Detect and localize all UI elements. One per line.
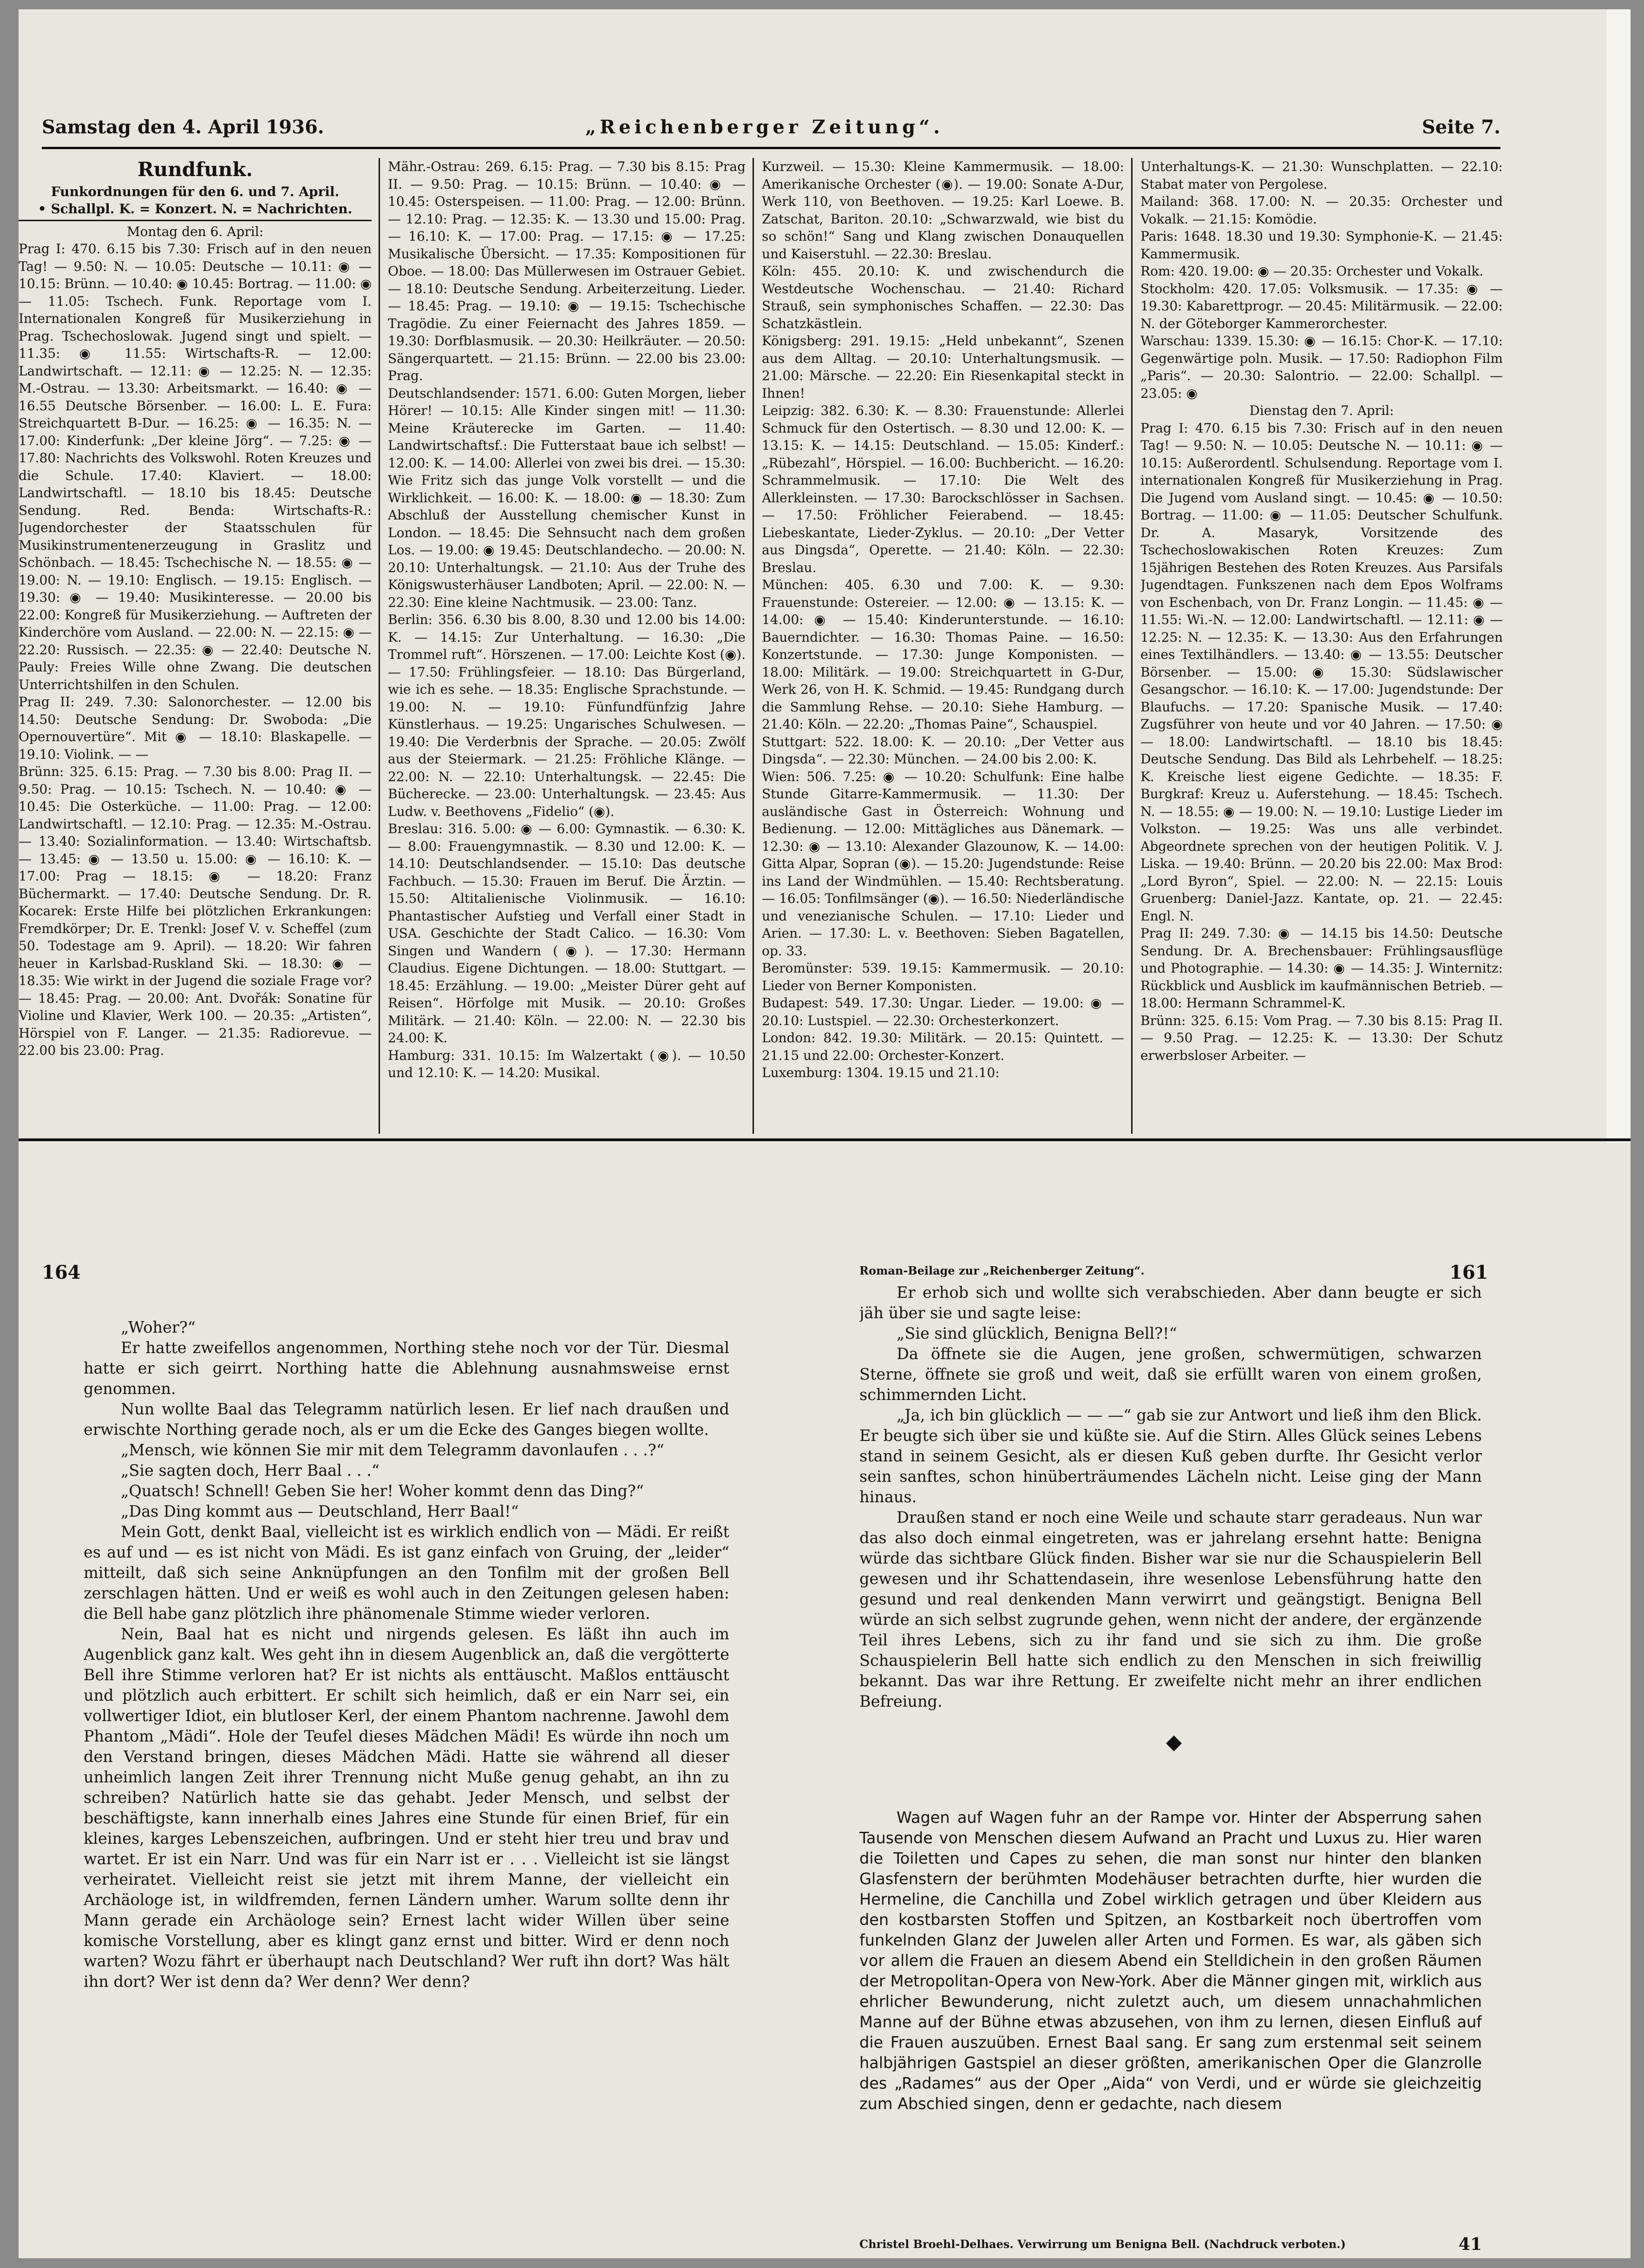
radio-para: Budapest: 549. 17.30: Ungar. Lieder. — 19.00: ◉ — 20.10: Lustspiel. — 22.30: Orchesterkonzert. bbox=[762, 995, 1124, 1028]
radio-para: Hamburg: 331. 10.15: Im Walzertakt (◉). — 10.50 und 12.10: K. — 14.20: Musikal. bbox=[388, 1047, 746, 1080]
radio-para: Deutschlandsender: 1571. 6.00: Guten Morgen, lieber Hörer! — 10.15: Alle Kinder singen mit! — 11.30: Meine Kräuterecke im Garten. — 11.40: Landwirtschaftsf.: Die Futterstaat baue ich selbst! — 12.00: K. — 14.00: Allerlei von zwei bis drei. — 15.30: Wie Fritz sich das junge Volk vorstellt — und die Wirklichkeit. — 16.00: K. — 18.00: ◉ — 18.30: Zum Abschluß der Ausstellung chemischer Kunst in London. — 18.45: Die Sehnsucht nach dem großen Los. — 19.00: ◉ 19.45: Deutschlandecho. — 20.00: N. 20.10: Unterhaltungsk. — 21.10: Aus der Truhe des Königswusterhäuser Landboten; April. — 22.00: N. — 22.30: Eine kleine Nachtmusik. — 23.00: Tanz. bbox=[388, 385, 746, 610]
serial-para: Er hatte zweifellos angenommen, Northing stehe noch vor der Tür. Diesmal hatte er sich geirrt. Northing hatte die Ablehnung ausnahmsweise ernst genommen. bbox=[84, 1339, 729, 1398]
section-divider bbox=[19, 1138, 1631, 1141]
footer-credit: Christel Broehl-Delhaes. Verwirrung um Benigna Bell. (Nachdruck verboten.) bbox=[859, 2237, 1346, 2251]
serial-para: „Woher?“ bbox=[121, 1318, 196, 1336]
radio-column-3 bbox=[762, 158, 1124, 1134]
header-title: „Reichenberger Zeitung“. bbox=[585, 116, 944, 138]
column-rule bbox=[1131, 158, 1133, 1134]
radio-para: Leipzig: 382. 6.30: K. — 8.30: Frauenstunde: Allerlei Schmuck für den Ostertisch. — 8.30 und 12.00: K. — 13.15: K. — 14.15: Deutschland. — 15.05: Kinderf.: „Rübezahl“, Hörspiel. — 16.00: Buchbericht. — 16.20: Schrammelmusik. — 17.10: Die Welt des Allerkleinsten. — 17.30: Barockschlösser in Sachsen. — 17.50: Fröhlicher Feierabend. — 18.45: Liebeskantate, Lieder-Zyklus. — 20.10: „Der Vetter aus Dingsda“, Operette. — 21.40: Köln. — 22.30: Breslau. bbox=[762, 403, 1124, 575]
running-head: Roman-Beilage zur „Reichenberger Zeitung“. bbox=[859, 1264, 1145, 1277]
radio-para: Prag I: 470. 6.15 bis 7.30: Frisch auf in den neuen Tag! — 9.50: N. — 10.05: Deutsche — 10.11: ◉ — 10.15: Brünn. — 10.40: ◉ 10.45: Bortrag. — 11.00: ◉ — 11.05: Tschech. Funk. Reportage vom I. Internationalen Kongreß für Musikerziehung in Prag. Tschechoslowak. Jugend singt und spielt. — 11.35: ◉ 11.55: Wirtschafts-R. — 12.00: Landwirtschaft. — 12.11: ◉ — 12.25: N. — 12.35: M.-Ostrau. — 13.30: Arbeitsmarkt. — 16.40: ◉ — 16.55 Deutsche Börsenber. — 16.00: L. E. Fura: Streichquartett B-Dur. — 16.25: ◉ — 16.35: N. — 17.00: Kinderfunk: „Der kleine Jörg“. — 7.25: ◉ — 17.80: Nachrichts des Volkswohl. Roten Kreuzes und die Schule. 17.40: Klaviert. — 18.00: Landwirtschaftl. — 18.10 bis 18.45: Deutsche Sendung. Red. Benda: Wirtschafts-R.: Jugendorchester der Staatsschulen für Musikinstrumentenerzeugung in Graslitz und Schönbach. — 18.45: Tschechische N. — 18.55: ◉ — 19.00: N. — 19.10: Englisch. — 19.15: Englisch. — 19.30: ◉ — 19.40: Musikinteresse. — 20.00 bis 22.00: Kongreß für Musikerziehung. — Auftreten der Kinderchöre vom Ausland. — 22.00: N. — 22.15: ◉ — 22.20: Russisch. — 22.35: ◉ — 22.40: Deutsche N. Pauly: Freies Wille ohne Zwang. Die deutschen Unterrichtshilfen in den Schulen. bbox=[19, 241, 372, 692]
radio-page bbox=[19, 9, 1631, 1143]
radio-para: Dienstag den 7. April: bbox=[1249, 403, 1394, 418]
radio-para: Brünn: 325. 6.15: Vom Prag. — 7.30 bis 8.15: Prag II. — 9.50 Prag. — 12.25: K. — 13.30: Der Schutz erwerbsloser Arbeiter. — bbox=[1140, 1012, 1503, 1063]
serial-para: „Sie sind glücklich, Benigna Bell?!“ bbox=[897, 1324, 1177, 1342]
newspaper-sheet bbox=[19, 9, 1631, 2258]
radio-para: Mailand: 368. 17.00: N. — 20.35: Orchester und Vokalk. — 21.15: Komödie. bbox=[1140, 194, 1503, 227]
radio-legend: • Schallpl. K. = Konzert. N. = Nachrichten. bbox=[38, 201, 353, 217]
radio-title: Rundfunk. bbox=[137, 158, 253, 181]
serial-footer bbox=[859, 2235, 1482, 2254]
radio-para: Stuttgart: 522. 18.00: K. — 20.10: „Der Vetter aus Dingsda“. — 22.30: München. — 24.00 bis 2.00: K. bbox=[762, 734, 1124, 767]
serial-page bbox=[19, 1143, 1631, 2258]
radio-para: Warschau: 1339. 15.30: ◉ — 16.15: Chor-K. — 17.10: Gegenwärtige poln. Musik. — 17.50: Radiophon Film „Paris“. — 20.30: Salontrio. — 22.00: Schallpl. — 23.05: ◉ bbox=[1140, 333, 1503, 401]
radio-para: Breslau: 316. 5.00: ◉ — 6.00: Gymnastik. — 6.30: K. — 8.00: Frauengymnastik. — 8.30 und 12.00: K. — 14.10: Deutschlandsender. — 15.10: Das deutsche Fachbuch. — 15.30: Frauen im Beruf. Die Ärztin. — 15.50: Altitalienische Violinmusik. — 16.10: Phantastischer Aufstieg und Verfall einer Stadt in USA. Geschichte der Stadt Calico. — 16.30: Vom Singen und Wandern (◉). — 17.30: Hermann Claudius. Eigene Dichtungen. — 18.00: Stuttgart. — 18.45: Erzählung. — 19.00: „Meister Dürer geht auf Reisen“. Hörfolge mit Musik. — 20.10: Großes Militärk. — 21.40: Köln. — 22.00: N. — 22.30 bis 24.00: K. bbox=[388, 821, 746, 1045]
radio-para: Kurzweil. — 15.30: Kleine Kammermusik. — 18.00: Amerikanische Orchester (◉). — 19.00: Sonate A-Dur, Werk 110, von Beethoven. — 19.25: Karl Loewe. B. Zatschat, Bariton. 20.10: „Schwarzwald, wie bist du so schön!“ Sang und Klang zwischen Donauquellen und Kaiserstuhl. — 22.30: Breslau. bbox=[762, 159, 1124, 262]
radio-para: Prag I: 470. 6.15 bis 7.30: Frisch auf in den neuen Tag! — 9.50: N. — 10.05: Deutsche N. — 10.11: ◉ — 10.15: Außerordentl. Schulsendung. Reportage vom I. internationalen Kongreß für Musikerziehung in Prag. Die Jugend vom Ausland singt. — 10.45: ◉ — 10.50: Bortrag. — 11.00: ◉ — 11.05: Deutscher Schulfunk. Dr. A. Masaryk, Vorsitzende des Tschechoslowakischen Roten Kreuzes: Zum 15jährigen Bestehen des Roten Kreuzes. Aus Parsifals Jugendtagen. Funkszenen nach dem Epos Wolframs von Eschenbach, von Dr. Franz Longin. — 11.45: ◉ — 11.55: Wi.-N. — 12.00: Landwirtschaftl. — 12.11: ◉ — 12.25: N. — 12.35: K. — 13.30: Aus den Erfahrungen eines Textilhändlers. — 13.40: ◉ — 13.55: Deutscher Börsenber. — 15.00: ◉ 15.30: Südslawischer Gesangschor. — 16.10: K. — 17.00: Jugendstunde: Der Blaufuchs. — 17.20: Spanische Musik. — 17.40: Zugsführer von heute und vor 40 Jahren. — 17.50: ◉ — 18.00: Landwirtschaftl. — 18.10 bis 18.45: Deutsche Sendung. Das Bild als Lehrbehelf. — 18.25: K. Kreische liest eigene Gedichte. — 18.35: F. Burgkraf: Kreuz u. Auferstehung. — 18.45: Tschech. N. — 18.55: ◉ — 19.00: N. — 19.10: Lustige Lieder im Volkston. — 19.25: Was uns alle verbindet. Abgeordnete sprechen von der heutigen Politik. V. J. Liska. — 19.40: Brünn. — 20.20 bis 22.00: Max Brod: „Lord Byron“, Spiel. — 22.00: N. — 22.15: Louis Gruenberg: Daniel-Jazz. Kantate, op. 21. — 22.45: Engl. N. bbox=[1140, 420, 1503, 924]
radio-para: Rom: 420. 19.00: ◉ — 20.35: Orchester und Vokalk. bbox=[1140, 263, 1484, 279]
radio-para: Beromünster: 539. 19.15: Kammermusik. — 20.10: Lieder von Berner Komponisten. bbox=[762, 960, 1124, 993]
legend-rule bbox=[19, 220, 372, 221]
radio-para: Königsberg: 291. 19.15: „Held unbekannt“, Szenen aus dem Alltag. — 20.10: Unterhaltungsmusik. — 21.00: Märsche. — 22.20: Ein Riesenkapital steckt in Ihnen! bbox=[762, 333, 1124, 401]
margin-strip bbox=[1606, 9, 1631, 1143]
serial-para: „Quatsch! Schnell! Geben Sie her! Woher kommt denn das Ding?“ bbox=[121, 1482, 644, 1500]
serial-para: „Mensch, wie können Sie mir mit dem Telegramm davonlaufen . . .?“ bbox=[121, 1441, 664, 1459]
radio-column-2 bbox=[388, 158, 746, 1134]
footer-page-number: 41 bbox=[1458, 2235, 1482, 2254]
serial-para: Da öffnete sie die Augen, jene großen, schwermütigen, schwarzen Sterne, öffnete sie groß und weit, daß sie erfüllt waren von einem großen, schimmernden Licht. bbox=[859, 1345, 1482, 1404]
header-date: Samstag den 4. April 1936. bbox=[42, 116, 324, 138]
column-rule bbox=[753, 158, 754, 1134]
radio-subtitle: Funkordnungen für den 6. und 7. April. bbox=[51, 184, 340, 199]
radio-para: Köln: 455. 20.10: K. und zwischendurch die Westdeutsche Wochenschau. — 21.40: Richard Strauß, sein symphonisches Schaffen. — 22.30: Das Schatzkästlein. bbox=[762, 263, 1124, 331]
radio-column-1 bbox=[19, 158, 372, 1134]
header-rule bbox=[42, 147, 1500, 149]
serial-para: Nein, Baal hat es nicht und nirgends gelesen. Es läßt ihn auch im Augenblick ganz kalt. Wes geht ihn in diesem Augenblick an, daß die vergötterte Bell ihre Stimme verloren hat? Er ist nichts als enttäuscht. Maßlos enttäuscht und plötzlich auch erbittert. Er schilt sich heimlich, daß er ein Narr sei, ein vollwertiger Idiot, ein blutloser Kerl, der einem Phantom nachrenne. Jawohl dem Phantom „Mädi“. Hole der Teufel dieses Mädchen Mädi! Es würde ihn noch um den Verstand bringen, dieses Mädchen Mädi. Hatte sie während all dieser unheimlich langen Zeit ihrer Trennung nicht Muße genug gehabt, an ihn zu schreiben? Natürlich hatte sie das gehabt. Jeder Mensch, und selbst der beschäftigste, kann innerhalb eines Jahres eine Stunde für einen Brief, für ein kleines, karges Lebenszeichen, aufbringen. Und er steht hier treu und brav und wartet. Er ist ein Narr. Und was für ein Narr ist er . . . Vielleicht ist sie längst verheiratet. Vielleicht reist sie jetzt mit ihrem Manne, der vielleicht ein Archäologe ist, in wildfremden, fernen Ländern umher. Warum sollte denn ihr Mann gerade ein Archäologe sein? Ernest lacht wider Willen über seine komische Vorstellung, aber es klingt ganz ernst und bitter. Wird er denn noch warten? Wozu fährt er überhaupt nach Deutschland? Wer ruft ihn dort? Was hält ihn dort? Wer ist denn da? Wer denn? Wer denn? bbox=[84, 1625, 729, 1991]
radio-para: Paris: 1648. 18.30 und 19.30: Symphonie-K. — 21.45: Kammermusik. bbox=[1140, 229, 1503, 262]
left-page-number: 164 bbox=[42, 1262, 81, 1283]
radio-para: Berlin: 356. 6.30 bis 8.00, 8.30 und 12.00 bis 14.00: K. — 14.15: Zur Unterhaltung. — 16.30: „Die Trommel ruft“. Hörszenen. — 17.00: Leichte Kost (◉). — 17.50: Frühlingsfeier. — 18.10: Das Bürgerland, wie ich es sehe. — 18.35: Englische Sprachstunde. — 19.00: N. — 19.10: Fünfundfünfzig Jahre Künstlerhaus. — 19.25: Ungarisches Schulwesen. — 19.40: Die Verderbnis der Sprache. — 20.05: Zwölf aus der Steiermark. — 21.25: Fröhliche Klänge. — 22.00: N. — 22.10: Unterhaltungsk. — 22.45: Die Bücherecke. — 23.00: Unterhaltungsk. — 23.45: Aus Ludw. v. Beethovens „Fidelio“ (◉). bbox=[388, 612, 746, 819]
radio-column-4 bbox=[1140, 158, 1503, 1134]
serial-para: Wagen auf Wagen fuhr an der Rampe vor. Hinter der Absperrung sahen Tausende von Menschen diesem Aufwand an Pracht und Luxus zu. Hier waren die Toiletten und Capes zu sehen, die man sonst nur hinter den blanken Glasfenstern der berühmten Modehäuser betrachten durfte, hier wurden die Hermeline, die Canchilla und Zobel wirklich getragen und über Kleidern aus den kostbarsten Stoffen und Spitzen, an Kostbarkeit noch übertroffen vom funkelnden Glanz der Juwelen aller Arten und Formen. Es war, als gäben sich vor allem die Frauen an diesem Abend ein Stelldichein in den großen Räumen der Metropolitan-Opera von New-York. Aber die Männer gingen mit, wirklich aus ehrlicher Bewunderung, nicht zuletzt auch, um diesem unnachahmlichen Manne auf der Bühne etwas abzusehen, von ihm zu lernen, diesen Einfluß auf die Frauen auszuüben. Ernest Baal sang. Er sang zum erstenmal seit seinem halbjährigen Gastspiel an dieser größten, amerikanischen Oper die Glanzrolle des „Radames“ aus der Oper „Aida“ von Verdi, und er würde sie gleichzeitig zum Abschied singen, denn er gedachte, nach diesem bbox=[859, 1808, 1482, 2113]
radio-para: Prag II: 249. 7.30: Salonorchester. — 12.00 bis 14.50: Deutsche Sendung: Dr. Swoboda: „Die Opernouvertüre“. Mit ◉ — 18.10: Blaskapelle. — 19.10: Violink. — — bbox=[19, 694, 372, 762]
header-page: Seite 7. bbox=[1421, 116, 1500, 138]
radio-para: Mähr.-Ostrau: 269. 6.15: Prag. — 7.30 bis 8.15: Prag II. — 9.50: Prag. — 10.15: Brünn. — 10.40: ◉ — 10.45: Osterspeisen. — 11.00: Prag. — 12.00: Brünn. — 12.10: Prag. — 12.35: K. — 13.30 und 15.00: Prag. — 16.10: K. — 17.00: Prag. — 17.15: ◉ — 17.25: Musikalische Übersicht. — 17.35: Kompositionen für Oboe. — 18.00: Das Müllerwesen im Ostrauer Gebiet. — 18.10: Deutsche Sendung. Arbeiterzeitung. Lieder. — 18.45: Prag. — 19.10: ◉ — 19.15: Tschechische Tragödie. Zu einer Feiernacht des Jahres 1859. — 19.30: Dorfblasmusik. — 20.30: Heilkräuter. — 20.50: Sängerquartett. — 21.15: Brünn. — 22.00 bis 23.00: Prag. bbox=[388, 159, 746, 383]
serial-left-column bbox=[84, 1317, 729, 2219]
serial-para: „Das Ding kommt aus — Deutschland, Herr Baal!“ bbox=[121, 1502, 519, 1520]
serial-para: Er erhob sich und wollte sich verabschieden. Aber dann beugte er sich jäh über sie und sagte leise: bbox=[859, 1283, 1482, 1322]
radio-para: Brünn: 325. 6.15: Prag. — 7.30 bis 8.00: Prag II. — 9.50: Prag. — 10.15: Tschech. N. — 10.40: ◉ — 10.45: Die Osterküche. — 11.00: Prag. — 12.00: Landwirtschaftl. — 12.10: Prag. — 12.35: M.-Ostrau. — 13.40: Sozialinformation. — 13.40: Wirtschaftsb. — 13.45: ◉ — 13.50 u. 15.00: ◉ — 16.10: K. — 17.00: Prag — 18.15: ◉ — 18.20: Franz Büchermarkt. — 17.40: Deutsche Sendung. Dr. R. Kocarek: Erste Hilfe bei plötzlichen Erkrankungen: Fremdkörper; Dr. E. Trenkl: Josef V. v. Scheffel (zum 50. Todestage am 9. April). — 18.20: Wir fahren heuer in Karlsbad-Ruskland Ski. — 18.30: ◉ — 18.35: Wie wirkt in der Jugend die soziale Frage vor? — 18.45: Prag. — 20.00: Ant. Dvořák: Sonatine für Violine und Klavier, Werk 100. — 20.35: „Artisten“, Hörspiel von F. Langer. — 21.35: Radiorevue. — 22.00 bis 23.00: Prag. bbox=[19, 764, 372, 1058]
serial-para: Draußen stand er noch eine Weile und schaute starr geradeaus. Nun war das also doch einmal eingetreten, was er jahrelang ersehnt hatte: Benigna würde das sichtbare Glück finden. Bisher war sie nur die Schauspielerin Bell gewesen und ihr Schattendasein, ihre wesenlose Lebensführung hatte den gesund und real denkenden Mann verwirrt und geängstigt. Benigna Bell würde an sich selbst zugrunde gehen, wenn nicht der andere, der ergänzende Teil ihres Lebens, sich zu ihr fand und sie sich zu ihm. Die große Schauspielerin Bell hatte sich endlich zu den Menschen in sich freiwillig bekannt. Das war ihre Rettung. Er zweifelte nicht mehr an ihrer endlichen Befreiung. bbox=[859, 1508, 1482, 1710]
right-page-number: 161 bbox=[1449, 1262, 1488, 1283]
serial-right-column-bottom bbox=[859, 1808, 1482, 2235]
radio-para: London: 842. 19.30: Militärk. — 20.15: Quintett. — 21.15 und 22.00: Orchester-Konzert. bbox=[762, 1030, 1124, 1063]
serial-right-column-top bbox=[859, 1282, 1482, 1742]
radio-para: Unterhaltungs-K. — 21.30: Wunschplatten. — 22.10: Stabat mater von Pergolese. bbox=[1140, 159, 1503, 192]
radio-para: Luxemburg: 1304. 19.15 und 21.10: bbox=[762, 1065, 1000, 1080]
radio-para: Wien: 506. 7.25: ◉ — 10.20: Schulfunk: Eine halbe Stunde Gitarre-Kammermusik. — 11.30: Der ausländische Gast in Österreich: Wohnung und Bedienung. — 12.00: Mittägliches aus Dänemark. — 12.30: ◉ — 13.10: Alexander Glazounow, K. — 14.00: Gitta Alpar, Sopran (◉). — 15.20: Jugendstunde: Reise ins Land der Windmühlen. — 15.40: Rechtsberatung. — 16.05: Tonfilmsänger (◉). — 16.50: Niederländische und venezianische Schulen. — 17.10: Lieder und Arien. — 17.30: L. v. Beethoven: Sieben Bagatellen, op. 33. bbox=[762, 769, 1124, 959]
serial-para: Mein Gott, denkt Baal, vielleicht ist es wirklich endlich von — Mädi. Er reißt es auf und — es ist nicht von Mädi. Es ist ganz einfach von Gruing, der „leider“ mitteilt, daß sich seine Anknüpfungen an den Tonfilm mit der großen Bell zerschlagen hätten. Und er weiß es wohl auch in den Zeitungen gelesen haben: die Bell habe ganz plötzlich ihre phänomenale Stimme wieder verloren. bbox=[84, 1523, 729, 1623]
serial-para: Nun wollte Baal das Telegramm natürlich lesen. Er lief nach draußen und erwischte Northing gerade noch, als er um die Ecke des Ganges biegen wollte. bbox=[84, 1400, 729, 1439]
page-header bbox=[42, 116, 1500, 144]
radio-para: Stockholm: 420. 17.05: Volksmusik. — 17.35: ◉ — 19.30: Kabarettprogr. — 20.45: Militärmusik. — 22.00: N. der Göteborger Kammerorchester. bbox=[1140, 281, 1503, 331]
radio-para: Montag den 6. April: bbox=[126, 224, 264, 239]
radio-para: München: 405. 6.30 und 7.00: K. — 9.30: Frauenstunde: Ostereier. — 12.00: ◉ — 13.15: K. — 14.00: ◉ — 15.40: Kinderunterstunde. — 16.10: Bauerndichter. — 16.30: Thomas Paine. — 16.50: Konzertstunde. — 17.30: Junge Komponisten. — 18.00: Militärk. — 19.00: Streichquartett in G-Dur, Werk 26, von H. K. Schmid. — 19.45: Rundgang durch die Sammlung Rehse. — 20.10: Siehe Hamburg. — 21.40: Köln. — 22.20: „Thomas Paine“, Schauspiel. bbox=[762, 577, 1124, 732]
serial-para: „Ja, ich bin glücklich — — —“ gab sie zur Antwort und ließ ihm den Blick. Er beugte sich über sie und küßte sie. Auf die Stirn. Alles Glück seines Lebens stand in seinem Gesicht, als er diesen Kuß geben durfte. Ihr Gesicht verlor sein sanftes, schon hinüberträumendes Lächeln nicht. Leise ging der Mann hinaus. bbox=[859, 1406, 1482, 1506]
radio-para: Prag II: 249. 7.30: ◉ — 14.15 bis 14.50: Deutsche Sendung. Dr. A. Brechensbauer: Frühlingsausflüge und Photographie. — 14.30: ◉ — 14.35: J. Winternitz: Rückblick und Ausblick im kaufmännischen Betrieb. — 18.00: Hermann Schrammel-K. bbox=[1140, 926, 1503, 1011]
column-rule bbox=[379, 158, 380, 1134]
serial-para: „Sie sagten doch, Herr Baal . . .“ bbox=[121, 1461, 380, 1479]
